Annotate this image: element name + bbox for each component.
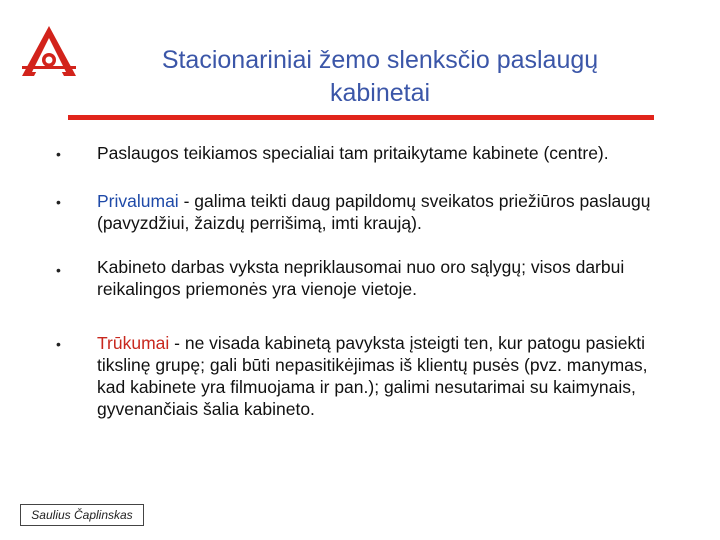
list-item: [97, 256, 687, 300]
bullet-marker: •: [56, 146, 61, 162]
list-item: [97, 190, 687, 234]
author-name: Saulius Čaplinskas: [31, 508, 133, 522]
list-item: [97, 332, 677, 420]
bullet-marker: •: [56, 194, 61, 210]
list-item-text: - ne visada kabinetą pavyksta įsteigti ten, kur patogu pasiekti tikslinę grupę; gali būti nepasitikėjimas iš klientų pusės (pvz. manymas, kad kabinete yra filmuojama ir pan.); galimi nesutarimai su kaimynais, gyvenančiais šalia kabineto.: [97, 333, 648, 419]
list-item-text: Paslaugos teikiamos specialiai tam pritaikytame kabinete (centre).: [97, 143, 609, 163]
bullet-marker: •: [56, 336, 61, 352]
list-item-text: Kabineto darbas vyksta nepriklausomai nuo oro sąlygų; visos darbui reikalingos priemonės yra vienoje vietoje.: [97, 257, 625, 299]
list-item-text: - galima teikti daug papildomų sveikatos priežiūros paslaugų (pavyzdžiui, žaizdų perrišimą, imti kraują).: [97, 191, 651, 233]
bullet-marker: •: [56, 262, 61, 278]
slide-title-line-2: kabinetai: [329, 79, 431, 107]
drawbacks-keyword: Trūkumai: [97, 333, 170, 353]
title-divider: [68, 115, 654, 120]
slide-title: [100, 44, 660, 110]
advantages-keyword: Privalumai: [97, 191, 179, 211]
list-item: [97, 142, 687, 164]
author-footer: [20, 504, 144, 526]
slide-title-line-1: Stacionariniai žemo slenksčio paslaugų: [161, 46, 599, 74]
logo-icon: [18, 22, 80, 82]
